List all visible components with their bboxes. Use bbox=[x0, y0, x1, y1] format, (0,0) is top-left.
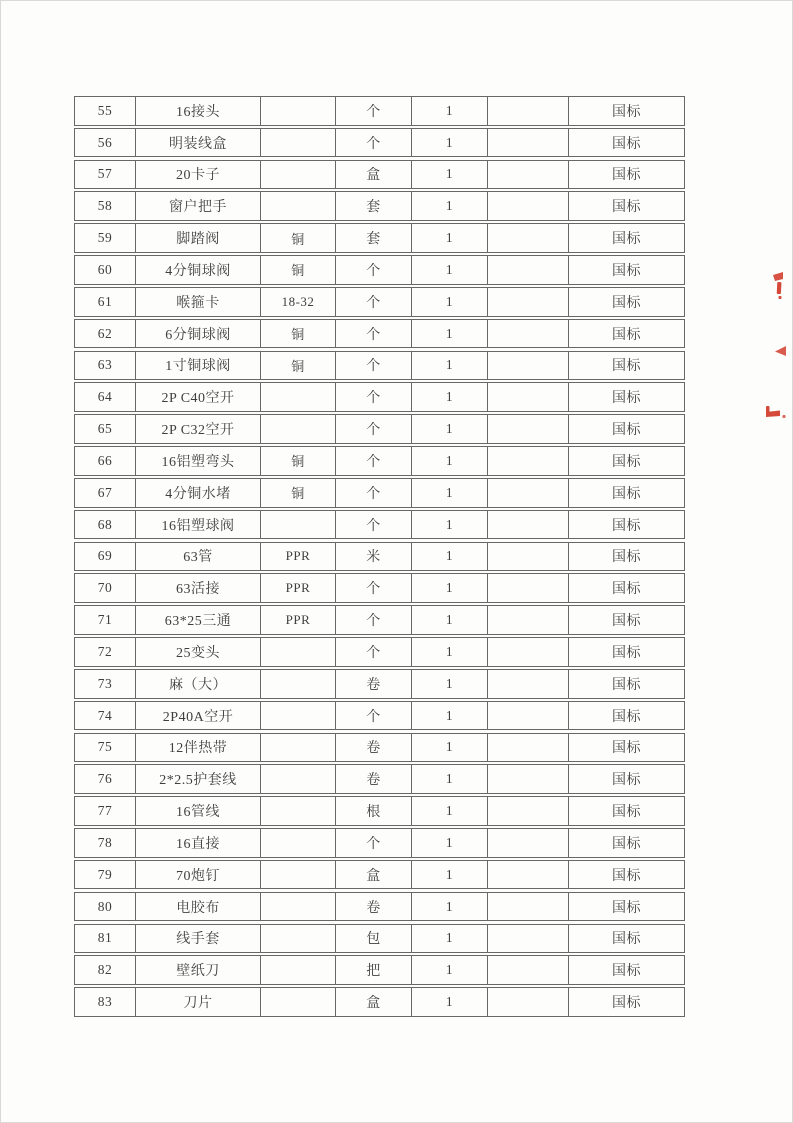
cell-blank bbox=[488, 382, 569, 412]
cell-unit: 盒 bbox=[336, 987, 412, 1017]
cell-item-name: 刀片 bbox=[136, 987, 261, 1017]
cell-material-spec bbox=[261, 128, 336, 158]
table-row bbox=[74, 160, 685, 190]
cell-material-spec bbox=[261, 764, 336, 794]
cell-standard: 国标 bbox=[569, 160, 685, 190]
cell-index: 57 bbox=[74, 160, 136, 190]
cell-material-spec bbox=[261, 96, 336, 126]
cell-standard: 国标 bbox=[569, 542, 685, 572]
cell-material-spec: 铜 bbox=[261, 255, 336, 285]
table-row bbox=[74, 478, 685, 508]
cell-blank bbox=[488, 987, 569, 1017]
cell-blank bbox=[488, 701, 569, 731]
table-row bbox=[74, 510, 685, 540]
cell-material-spec bbox=[261, 382, 336, 412]
cell-quantity: 1 bbox=[412, 223, 488, 253]
cell-index: 76 bbox=[74, 764, 136, 794]
cell-item-name: 70炮钉 bbox=[136, 860, 261, 890]
cell-quantity: 1 bbox=[412, 287, 488, 317]
cell-quantity: 1 bbox=[412, 542, 488, 572]
cell-standard: 国标 bbox=[569, 764, 685, 794]
cell-blank bbox=[488, 796, 569, 826]
table-row bbox=[74, 287, 685, 317]
cell-blank bbox=[488, 860, 569, 890]
cell-standard: 国标 bbox=[569, 924, 685, 954]
cell-unit: 卷 bbox=[336, 669, 412, 699]
cell-blank bbox=[488, 446, 569, 476]
cell-unit: 套 bbox=[336, 223, 412, 253]
cell-standard: 国标 bbox=[569, 733, 685, 763]
cell-standard: 国标 bbox=[569, 987, 685, 1017]
cell-material-spec bbox=[261, 414, 336, 444]
table-row bbox=[74, 796, 685, 826]
cell-item-name: 电胶布 bbox=[136, 892, 261, 922]
cell-quantity: 1 bbox=[412, 128, 488, 158]
table-row bbox=[74, 764, 685, 794]
cell-standard: 国标 bbox=[569, 701, 685, 731]
cell-item-name: 4分铜水堵 bbox=[136, 478, 261, 508]
cell-index: 80 bbox=[74, 892, 136, 922]
cell-index: 56 bbox=[74, 128, 136, 158]
cell-item-name: 63活接 bbox=[136, 573, 261, 603]
cell-item-name: 脚踏阀 bbox=[136, 223, 261, 253]
table-row bbox=[74, 955, 685, 985]
cell-material-spec: 铜 bbox=[261, 446, 336, 476]
cell-item-name: 2P C32空开 bbox=[136, 414, 261, 444]
cell-material-spec bbox=[261, 828, 336, 858]
table-row bbox=[74, 733, 685, 763]
cell-material-spec bbox=[261, 987, 336, 1017]
cell-quantity: 1 bbox=[412, 414, 488, 444]
cell-standard: 国标 bbox=[569, 828, 685, 858]
cell-index: 82 bbox=[74, 955, 136, 985]
cell-index: 74 bbox=[74, 701, 136, 731]
cell-standard: 国标 bbox=[569, 446, 685, 476]
cell-item-name: 6分铜球阀 bbox=[136, 319, 261, 349]
cell-material-spec bbox=[261, 924, 336, 954]
cell-item-name: 16接头 bbox=[136, 96, 261, 126]
table-row bbox=[74, 128, 685, 158]
cell-standard: 国标 bbox=[569, 414, 685, 444]
cell-blank bbox=[488, 191, 569, 221]
table-row bbox=[74, 701, 685, 731]
cell-quantity: 1 bbox=[412, 892, 488, 922]
cell-blank bbox=[488, 573, 569, 603]
cell-material-spec bbox=[261, 955, 336, 985]
cell-blank bbox=[488, 542, 569, 572]
cell-standard: 国标 bbox=[569, 319, 685, 349]
cell-standard: 国标 bbox=[569, 510, 685, 540]
table-row bbox=[74, 605, 685, 635]
cell-quantity: 1 bbox=[412, 255, 488, 285]
cell-material-spec bbox=[261, 160, 336, 190]
cell-quantity: 1 bbox=[412, 351, 488, 381]
cell-unit: 个 bbox=[336, 605, 412, 635]
cell-unit: 个 bbox=[336, 446, 412, 476]
cell-unit: 个 bbox=[336, 351, 412, 381]
cell-item-name: 明装线盒 bbox=[136, 128, 261, 158]
cell-index: 67 bbox=[74, 478, 136, 508]
cell-item-name: 线手套 bbox=[136, 924, 261, 954]
cell-item-name: 麻（大） bbox=[136, 669, 261, 699]
cell-blank bbox=[488, 478, 569, 508]
table-row bbox=[74, 542, 685, 572]
cell-item-name: 16铝塑弯头 bbox=[136, 446, 261, 476]
cell-material-spec bbox=[261, 637, 336, 667]
cell-unit: 个 bbox=[336, 828, 412, 858]
cell-unit: 个 bbox=[336, 255, 412, 285]
cell-standard: 国标 bbox=[569, 191, 685, 221]
cell-blank bbox=[488, 605, 569, 635]
table-row bbox=[74, 828, 685, 858]
table-row bbox=[74, 860, 685, 890]
table-row bbox=[74, 637, 685, 667]
cell-index: 70 bbox=[74, 573, 136, 603]
cell-quantity: 1 bbox=[412, 924, 488, 954]
cell-unit: 个 bbox=[336, 414, 412, 444]
cell-item-name: 4分铜球阀 bbox=[136, 255, 261, 285]
cell-unit: 个 bbox=[336, 128, 412, 158]
cell-blank bbox=[488, 924, 569, 954]
cell-item-name: 壁纸刀 bbox=[136, 955, 261, 985]
table-row bbox=[74, 573, 685, 603]
table-row bbox=[74, 669, 685, 699]
cell-unit: 个 bbox=[336, 382, 412, 412]
cell-material-spec bbox=[261, 669, 336, 699]
cell-quantity: 1 bbox=[412, 96, 488, 126]
cell-quantity: 1 bbox=[412, 605, 488, 635]
cell-material-spec: 铜 bbox=[261, 478, 336, 508]
cell-quantity: 1 bbox=[412, 446, 488, 476]
cell-item-name: 63*25三通 bbox=[136, 605, 261, 635]
cell-standard: 国标 bbox=[569, 96, 685, 126]
cell-item-name: 2P40A空开 bbox=[136, 701, 261, 731]
table-row bbox=[74, 987, 685, 1017]
cell-blank bbox=[488, 414, 569, 444]
cell-blank bbox=[488, 96, 569, 126]
table-row bbox=[74, 446, 685, 476]
cell-standard: 国标 bbox=[569, 351, 685, 381]
cell-unit: 个 bbox=[336, 573, 412, 603]
cell-standard: 国标 bbox=[569, 892, 685, 922]
cell-quantity: 1 bbox=[412, 764, 488, 794]
cell-index: 81 bbox=[74, 924, 136, 954]
cell-item-name: 25变头 bbox=[136, 637, 261, 667]
cell-quantity: 1 bbox=[412, 319, 488, 349]
cell-blank bbox=[488, 828, 569, 858]
cell-item-name: 2*2.5护套线 bbox=[136, 764, 261, 794]
cell-unit: 把 bbox=[336, 955, 412, 985]
cell-unit: 个 bbox=[336, 287, 412, 317]
cell-standard: 国标 bbox=[569, 605, 685, 635]
cell-blank bbox=[488, 892, 569, 922]
cell-material-spec bbox=[261, 510, 336, 540]
cell-standard: 国标 bbox=[569, 287, 685, 317]
cell-unit: 个 bbox=[336, 510, 412, 540]
cell-index: 77 bbox=[74, 796, 136, 826]
cell-material-spec bbox=[261, 733, 336, 763]
cell-quantity: 1 bbox=[412, 796, 488, 826]
cell-unit: 个 bbox=[336, 96, 412, 126]
cell-quantity: 1 bbox=[412, 860, 488, 890]
cell-item-name: 喉箍卡 bbox=[136, 287, 261, 317]
cell-standard: 国标 bbox=[569, 478, 685, 508]
cell-material-spec: 铜 bbox=[261, 351, 336, 381]
cell-blank bbox=[488, 255, 569, 285]
table-row bbox=[74, 892, 685, 922]
cell-standard: 国标 bbox=[569, 255, 685, 285]
cell-item-name: 窗户把手 bbox=[136, 191, 261, 221]
table-row bbox=[74, 351, 685, 381]
materials-table bbox=[74, 96, 685, 1017]
cell-item-name: 63管 bbox=[136, 542, 261, 572]
cell-quantity: 1 bbox=[412, 828, 488, 858]
table-row bbox=[74, 382, 685, 412]
cell-material-spec: 铜 bbox=[261, 319, 336, 349]
cell-quantity: 1 bbox=[412, 733, 488, 763]
cell-unit: 套 bbox=[336, 191, 412, 221]
cell-item-name: 12伴热带 bbox=[136, 733, 261, 763]
cell-quantity: 1 bbox=[412, 573, 488, 603]
cell-standard: 国标 bbox=[569, 128, 685, 158]
cell-unit: 卷 bbox=[336, 892, 412, 922]
cell-blank bbox=[488, 287, 569, 317]
cell-index: 72 bbox=[74, 637, 136, 667]
cell-item-name: 20卡子 bbox=[136, 160, 261, 190]
cell-blank bbox=[488, 669, 569, 699]
cell-material-spec bbox=[261, 191, 336, 221]
cell-blank bbox=[488, 160, 569, 190]
cell-index: 58 bbox=[74, 191, 136, 221]
cell-index: 55 bbox=[74, 96, 136, 126]
cell-quantity: 1 bbox=[412, 478, 488, 508]
cell-standard: 国标 bbox=[569, 669, 685, 699]
cell-standard: 国标 bbox=[569, 573, 685, 603]
cell-material-spec: PPR bbox=[261, 573, 336, 603]
cell-unit: 卷 bbox=[336, 733, 412, 763]
cell-index: 61 bbox=[74, 287, 136, 317]
red-seal-strokes bbox=[766, 272, 786, 418]
cell-standard: 国标 bbox=[569, 796, 685, 826]
cell-index: 79 bbox=[74, 860, 136, 890]
cell-index: 64 bbox=[74, 382, 136, 412]
cell-index: 83 bbox=[74, 987, 136, 1017]
cell-index: 78 bbox=[74, 828, 136, 858]
cell-index: 71 bbox=[74, 605, 136, 635]
cell-unit: 卷 bbox=[336, 764, 412, 794]
cell-index: 66 bbox=[74, 446, 136, 476]
cell-item-name: 16管线 bbox=[136, 796, 261, 826]
cell-unit: 盒 bbox=[336, 160, 412, 190]
cell-quantity: 1 bbox=[412, 669, 488, 699]
cell-blank bbox=[488, 351, 569, 381]
cell-material-spec: PPR bbox=[261, 542, 336, 572]
cell-material-spec bbox=[261, 860, 336, 890]
cell-item-name: 16直接 bbox=[136, 828, 261, 858]
cell-index: 75 bbox=[74, 733, 136, 763]
cell-material-spec bbox=[261, 701, 336, 731]
cell-index: 68 bbox=[74, 510, 136, 540]
cell-standard: 国标 bbox=[569, 637, 685, 667]
cell-index: 60 bbox=[74, 255, 136, 285]
cell-unit: 个 bbox=[336, 319, 412, 349]
cell-material-spec bbox=[261, 796, 336, 826]
cell-quantity: 1 bbox=[412, 987, 488, 1017]
table-row bbox=[74, 319, 685, 349]
cell-unit: 个 bbox=[336, 637, 412, 667]
cell-blank bbox=[488, 955, 569, 985]
cell-quantity: 1 bbox=[412, 382, 488, 412]
cell-item-name: 1寸铜球阀 bbox=[136, 351, 261, 381]
cell-blank bbox=[488, 319, 569, 349]
cell-material-spec bbox=[261, 892, 336, 922]
cell-unit: 个 bbox=[336, 701, 412, 731]
cell-item-name: 2P C40空开 bbox=[136, 382, 261, 412]
table-row bbox=[74, 191, 685, 221]
cell-blank bbox=[488, 637, 569, 667]
cell-blank bbox=[488, 128, 569, 158]
cell-blank bbox=[488, 764, 569, 794]
cell-quantity: 1 bbox=[412, 191, 488, 221]
cell-material-spec: 18-32 bbox=[261, 287, 336, 317]
cell-index: 63 bbox=[74, 351, 136, 381]
cell-blank bbox=[488, 223, 569, 253]
cell-material-spec: PPR bbox=[261, 605, 336, 635]
cell-blank bbox=[488, 733, 569, 763]
cell-standard: 国标 bbox=[569, 223, 685, 253]
cell-quantity: 1 bbox=[412, 637, 488, 667]
cell-quantity: 1 bbox=[412, 955, 488, 985]
table-row bbox=[74, 924, 685, 954]
table-row bbox=[74, 96, 685, 126]
cell-item-name: 16铝塑球阀 bbox=[136, 510, 261, 540]
cell-index: 59 bbox=[74, 223, 136, 253]
cell-material-spec: 铜 bbox=[261, 223, 336, 253]
table-row bbox=[74, 255, 685, 285]
cell-index: 62 bbox=[74, 319, 136, 349]
cell-index: 65 bbox=[74, 414, 136, 444]
cell-quantity: 1 bbox=[412, 510, 488, 540]
cell-unit: 根 bbox=[336, 796, 412, 826]
cell-unit: 盒 bbox=[336, 860, 412, 890]
cell-unit: 包 bbox=[336, 924, 412, 954]
cell-unit: 米 bbox=[336, 542, 412, 572]
cell-quantity: 1 bbox=[412, 160, 488, 190]
cell-standard: 国标 bbox=[569, 860, 685, 890]
cell-unit: 个 bbox=[336, 478, 412, 508]
cell-index: 69 bbox=[74, 542, 136, 572]
cell-index: 73 bbox=[74, 669, 136, 699]
table-row bbox=[74, 223, 685, 253]
cell-quantity: 1 bbox=[412, 701, 488, 731]
table-row bbox=[74, 414, 685, 444]
cell-standard: 国标 bbox=[569, 955, 685, 985]
red-seal-fragment-icon bbox=[757, 259, 793, 429]
cell-blank bbox=[488, 510, 569, 540]
cell-standard: 国标 bbox=[569, 382, 685, 412]
